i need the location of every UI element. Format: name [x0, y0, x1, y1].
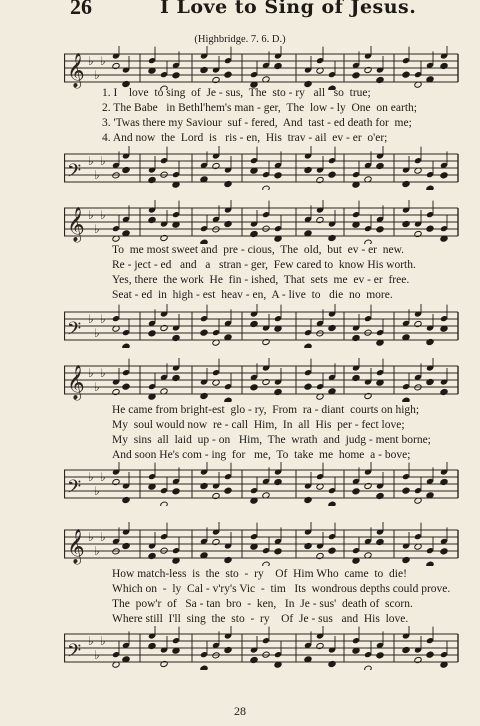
lyric-line: To me most sweet and pre - cious, The old, but ev - er new. [112, 244, 405, 256]
verse-lyrics-system-4 [112, 567, 458, 627]
lyric-line: My sins all laid up - on Him, The wrath and judg - ment borne; [112, 434, 431, 446]
flat-icon: ♭ [88, 634, 94, 648]
flat-icon: ♭ [100, 208, 106, 222]
flat-icon: ♭ [88, 154, 94, 168]
flat-icon: ♭ [94, 168, 100, 182]
hymn-number: 26 [70, 0, 92, 19]
treble-staff-4 [64, 522, 460, 566]
treble-staff-2 [64, 200, 460, 244]
bass-staff-4 [64, 626, 460, 670]
flat-icon: ♭ [94, 380, 100, 394]
treble-clef-icon: 𝄞 [67, 53, 85, 88]
lyric-line: He came from bright-est glo - ry, From ra - diant courts on high; [112, 404, 420, 416]
lyric-line: Where still I'll sing the sto - ry Of Je - sus and His love. [112, 613, 409, 625]
flat-icon: ♭ [100, 634, 106, 648]
bass-clef-icon: 𝄢 [67, 641, 82, 666]
lyric-line: The pow'r of Sa - tan bro - ken, In Je - sus' death of scorn. [112, 598, 413, 610]
bass-clef-icon: 𝄢 [67, 319, 82, 344]
hymn-title: I Love to Sing of Jesus. [160, 0, 417, 18]
lyric-line: 3. 'Twas there my Saviour suf - fered, And tast - ed death for me; [102, 117, 412, 129]
treble-clef-icon: 𝄞 [67, 207, 85, 242]
flat-icon: ♭ [100, 366, 106, 380]
flat-icon: ♭ [88, 208, 94, 222]
treble-staff-1 [64, 46, 460, 90]
flat-icon: ♭ [94, 222, 100, 236]
lyric-line: How match-less is the sto - ry Of Him Who came to die! [112, 568, 407, 580]
treble-clef-icon: 𝄞 [67, 529, 85, 564]
treble-staff-3 [64, 358, 460, 402]
flat-icon: ♭ [88, 530, 94, 544]
lyric-line: 4. And now the Lord is ris - en, His trav - ail ev - er o'er; [102, 132, 388, 144]
flat-icon: ♭ [94, 68, 100, 82]
lyric-line: Re - ject - ed and a stran - ger, Few cared to know His worth. [112, 259, 416, 271]
lyric-line: Seat - ed in high - est heav - en, A - live to die no more. [112, 289, 393, 301]
page-number: 28 [234, 704, 246, 718]
flat-icon: ♭ [94, 326, 100, 340]
lyric-line: My soul would now re - call Him, In all His per - fect love; [112, 419, 405, 431]
bass-staff-3 [64, 462, 460, 506]
lyric-line: And soon He's com - ing for me, To take me home a - bove; [112, 449, 411, 461]
lyric-line: 1. I love to sing of Je - sus, The sto - ry all so true; [102, 87, 371, 99]
lyric-line: 2. The Babe in Bethl'hem's man - ger, The low - ly One on earth; [102, 102, 417, 114]
flat-icon: ♭ [88, 312, 94, 326]
treble-clef-icon: 𝄞 [67, 365, 85, 400]
lyric-line: Which on - ly Cal - v'ry's Vic - tim Its wondrous depths could prove. [112, 583, 451, 595]
flat-icon: ♭ [100, 154, 106, 168]
verse-lyrics-system-1 [102, 86, 458, 146]
flat-icon: ♭ [88, 366, 94, 380]
flat-icon: ♭ [100, 312, 106, 326]
flat-icon: ♭ [94, 484, 100, 498]
lyric-line: Yes, there the work He fin - ished, That sets me ev - er free. [112, 274, 410, 286]
flat-icon: ♭ [88, 54, 94, 68]
tune-name: (Highbridge. 7. 6. D.) [194, 34, 286, 45]
flat-icon: ♭ [100, 54, 106, 68]
flat-icon: ♭ [100, 470, 106, 484]
flat-icon: ♭ [94, 648, 100, 662]
flat-icon: ♭ [94, 544, 100, 558]
bass-staff-2 [64, 304, 460, 348]
bass-clef-icon: 𝄢 [67, 161, 82, 186]
flat-icon: ♭ [100, 530, 106, 544]
verse-lyrics-system-3 [112, 403, 458, 463]
bass-clef-icon: 𝄢 [67, 477, 82, 502]
flat-icon: ♭ [88, 470, 94, 484]
verse-lyrics-system-2 [112, 243, 458, 303]
bass-staff-1 [64, 146, 460, 190]
